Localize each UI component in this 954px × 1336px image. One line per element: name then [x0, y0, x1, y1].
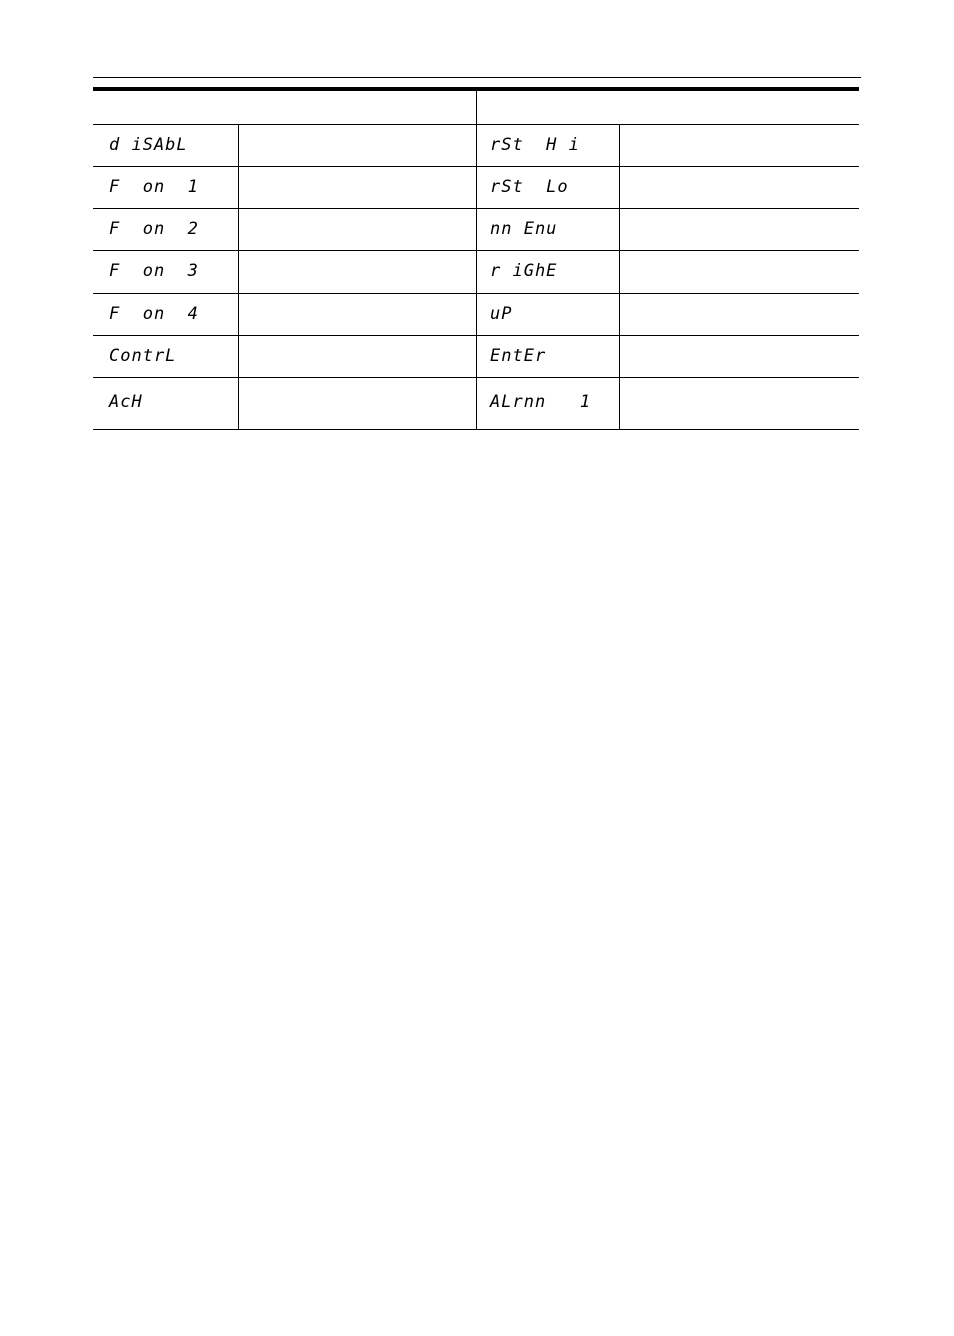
right-code-cell: uP — [490, 304, 513, 324]
left-code-cell: F on 4 — [109, 304, 199, 324]
row-divider — [93, 208, 859, 209]
right-code-cell: nn Enu — [490, 219, 558, 239]
row-divider — [93, 377, 859, 378]
column-divider-left — [238, 124, 239, 430]
row-divider — [93, 166, 859, 167]
left-code-cell: F on 3 — [109, 261, 199, 281]
column-divider-center — [476, 87, 477, 430]
left-code-cell: AcH — [109, 392, 143, 412]
row-divider — [93, 250, 859, 251]
column-divider-right — [619, 124, 620, 430]
right-code-cell: rSt H i — [490, 135, 580, 155]
right-code-cell: r iGhE — [490, 261, 558, 281]
header-rule — [93, 77, 861, 78]
left-code-cell: F on 2 — [109, 219, 199, 239]
left-code-cell: F on 1 — [109, 177, 199, 197]
row-divider — [93, 124, 859, 125]
row-divider — [93, 335, 859, 336]
row-divider — [93, 293, 859, 294]
right-code-cell: ALrnn 1 — [490, 392, 592, 412]
right-code-cell: rSt Lo — [490, 177, 569, 197]
table-bottom-rule — [93, 429, 859, 430]
left-code-cell: ContrL — [109, 346, 177, 366]
right-code-cell: EntEr — [490, 346, 547, 366]
left-code-cell: d iSAbL — [109, 135, 188, 155]
parameter-table — [93, 87, 859, 430]
